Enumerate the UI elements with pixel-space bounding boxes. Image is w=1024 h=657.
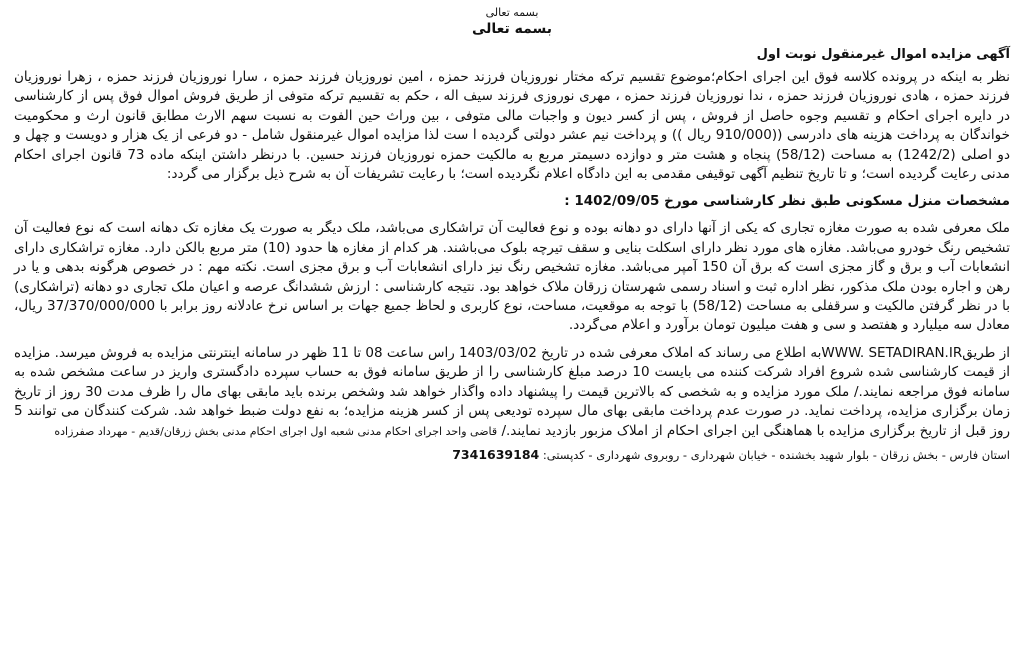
address-text: استان فارس - بخش زرقان - بلوار شهید بخشنده - خیابان شهرداری - روبروی شهرداری - کدپستی: <box>542 447 1010 462</box>
postal-code: 7341639184 <box>452 446 540 462</box>
specs-heading: مشخصات منزل مسکونی طبق نظر کارشناسی مورخ 1402/09/05 : <box>564 193 1010 210</box>
auction-paragraph <box>14 344 1010 441</box>
judge-signature: قاضی واحد اجرای احکام مدنی شعبه اول اجرای احکام مدنی بخش زرقان/قدیم - مهرداد صفرزاده <box>54 424 498 438</box>
intro-paragraph: نظر به اینکه در پرونده کلاسه فوق این اجرای احکام؛موضوع تقسیم ترکه مختار نوروزیان فرزند حمزه ، امین نوروزیان فرزند حمزه ، سارا نوروزیان فرزند حمزه ، زهرا نوروزیان فرزند حمزه ، هادی نوروزیان فرزند حمزه ، ندا نوروزیان فرزند حمزه ، مهری نوروزی فرزند سیف اله ، حکم به تقسیم ترکه متوفی از طریق فروش اموال فوق پس از کارشناسی در دایره اجرای احکام و تقسیم وجوه حاصل از فروش ، پس از کسر دیون و واجبات مالی متوفی ، بین وراث حین الفوت به نسبت سهم الارث مطابق قانون ارث و محکومیت خواندگان به پرداخت هزینه های دادرسی ((910/000 ریال )) و پرداخت نیم عشر دولتی گردیده ا ست لذا مزایده اموال غیرمنقول شامل - دو فرعی از یک هزار و دویست و چهل و دو اصلی (1242/2) به مساحت (58/12) پنجاه و هشت متر و دوازده دسیمتر مربع به مالکیت حمزه نوروزیان فرزند حسین. با درنظر داشتن اینکه ماده 73 قانون اجرای احکام مدنی رعایت گردیده است؛ و تا تاریخ تنظیم آگهی توقیفی مقدمی به این دادگاه اعلام نگردیده است؛ با رعایت تشریفات آن به شرح ذیل برگزار می گردد: <box>14 69 1010 183</box>
specs-paragraph: ملک معرفی شده به صورت مغازه تجاری که یکی از آنها دارای دو دهانه بوده و نوع فعالیت آن تراشکاری می‌باشد، ملک دیگر به صورت یک مغازه تک دهانه است که نوع فعالیت آن تشخیص رنگ خودرو می‌باشد. مغازه های مورد نظر دارای اسکلت بنایی و سقف تیرچه بلوک می‌باشند. هر کدام از مغازه ها حدود (10) متر مربع بالکن دارد. مغازه تراشکاری دارای انشعابات آب و برق و گاز مجزی است که برق آن 150 آمپر می‌باشد. مغازه تشخیص رنگ نیز دارای انشعابات آب و برق مجزی است. نکته مهم : در خصوص هرگونه بدهی و یا در رهن و اجاره بودن ملک مذکور، نظر اداره ثبت و اسناد رسمی شهرستان زرقان ملاک خواهد بود. نتیجه کارشناسی : ارزش ششدانگ عرصه و اعیان ملک تجاری دو دهانه (تراشکاری) با در نظر گرفتن مالکیت و سرقفلی به مساحت (58/12) با توجه به موقعیت، مساحت، نوع کاربری و لحاظ جمیع جهات بر اساس نرخ عادلانه روز برابر با 37/370/000/000 ریال، معادل سه میلیارد و هفتصد و سی و هفت میلیون تومان برآورد و اعلام می‌گردد. <box>14 220 1010 334</box>
basmala-large: بسمه تعالی <box>471 21 553 37</box>
auction-text: از طریقWWW. SETADIRAN.IRبه اطلاع می رساند که املاک معرفی شده در تاریخ 1403/03/02 راس ساعت 08 تا 11 ظهر در سامانه اینترنتی مزایده به فروش میرسد. مزایده از قیمت کارشناسی شده شروع افراد شرکت کننده می بایست 10 درصد مبلغ کارشناسی را از طریق سامانه فوق به حساب سپرده دادگستری واریز در ساعت مشخص شده به سامانه فوق مراجعه نمایند./ ملک مورد مزایده و به شخصی که بالاترین قیمت را پیشنهاد داده واگذار خواهد شد وشخص برنده باید مابقی بهای مال را ظرف مدت 30 روز از تاریخ زمان برگزاری مزایده، پرداخت نماید. در صورت عدم پرداخت مابقی بهای مال سپرده تودیعی پس از کسر هزینه مزایده؛ به نفع دولت ضبط خواهد شد. شرکت کنندگان می توانند 5 روز قبل از تاریخ برگزاری مزایده با هماهنگی این اجرای احکام از املاک مزبور بازدید نمایند./ <box>14 344 1010 439</box>
address-line <box>14 447 1010 463</box>
basmala-small: بسمه تعالی <box>485 6 539 19</box>
page-title: آگهی مزایده اموال غیرمنقول نوبت اول <box>756 47 1010 62</box>
